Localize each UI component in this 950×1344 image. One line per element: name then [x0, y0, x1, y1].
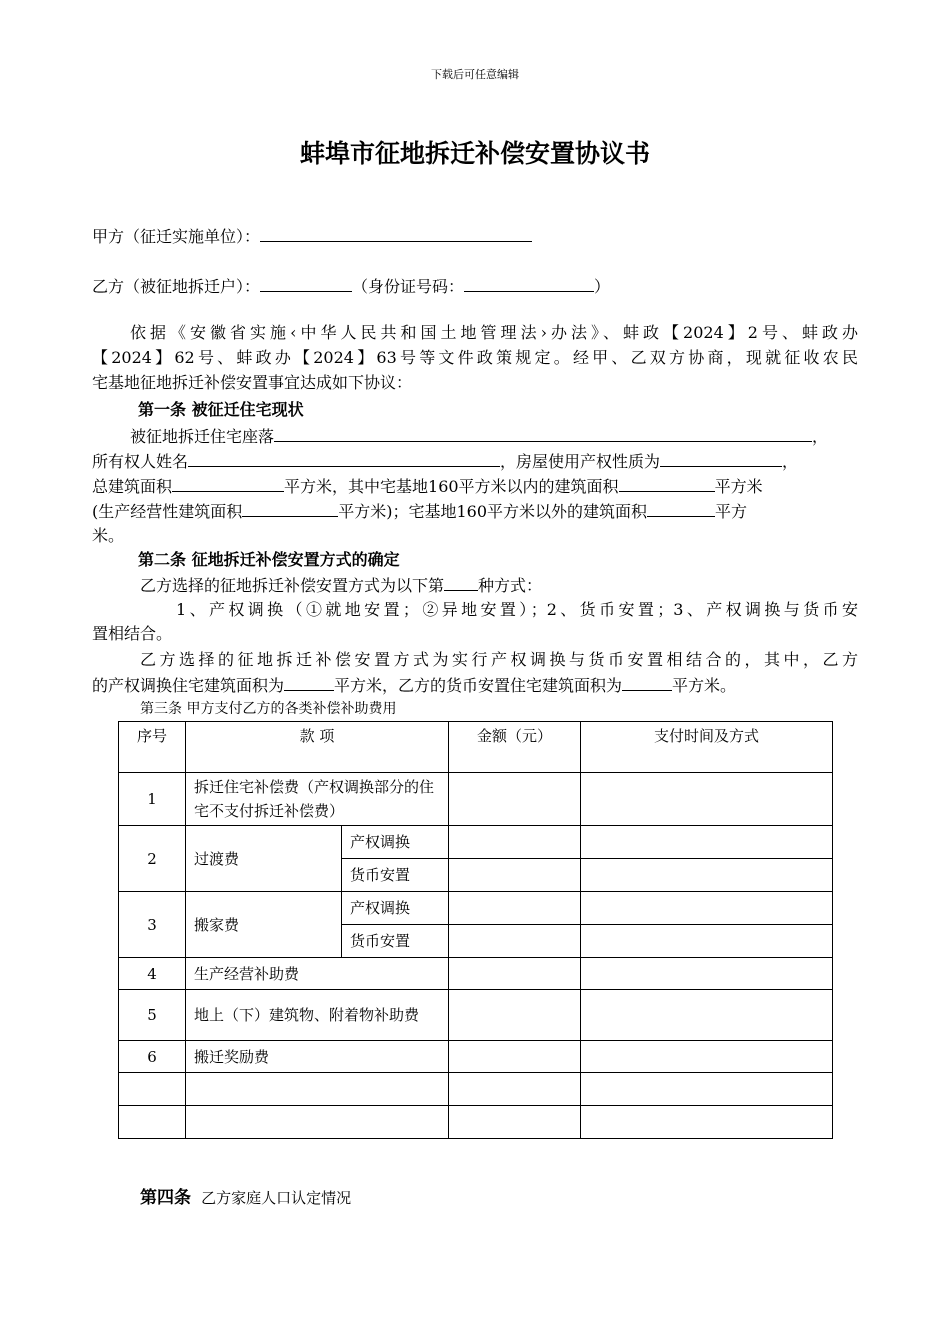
label: 平方米。 [672, 676, 737, 695]
empty-cell[interactable] [581, 1073, 833, 1106]
row-item: 搬家费 [186, 892, 342, 958]
property-nature-field[interactable] [660, 450, 782, 467]
id-field[interactable] [464, 275, 594, 292]
empty-cell[interactable] [581, 1106, 833, 1139]
intro-line: 宅基地征地拆迁补偿安置事宜达成如下协议： [92, 373, 413, 392]
label: 平方米 [714, 477, 763, 496]
empty-cell[interactable] [449, 1073, 581, 1106]
sub-item: 货币安置 [342, 859, 449, 892]
article-4-title [140, 1187, 858, 1209]
combined-line [92, 674, 858, 697]
party-b-label: 乙方（被征地拆迁户）： [92, 277, 261, 296]
method-line [140, 574, 858, 597]
table-row [119, 990, 833, 1041]
header-note: 下载后可任意编辑 [431, 68, 519, 81]
amount-cell[interactable] [449, 892, 581, 925]
punct: ， [782, 452, 799, 471]
payment-cell[interactable] [581, 826, 833, 859]
owner-line [92, 450, 858, 473]
article-2-title: 第二条 征地拆迁补偿安置方式的确定 [138, 550, 400, 569]
location-field[interactable] [274, 425, 812, 442]
business-area-field[interactable] [242, 500, 338, 517]
location-line [130, 425, 858, 448]
row-item: 拆迁住宅补偿费（产权调换部分的住宅不支付拆迁补偿费） [186, 773, 449, 826]
table-row [119, 958, 833, 990]
row-no: 4 [119, 958, 186, 990]
label: 平方 [715, 502, 748, 521]
label: 所有权人姓名 [92, 452, 189, 471]
table-row [119, 1041, 833, 1073]
empty-cell[interactable] [119, 1106, 186, 1139]
cash-area-field[interactable] [622, 674, 672, 691]
party-a-label: 甲方（征迁实施单位）： [92, 227, 261, 246]
intro-line: 【2024】62号、蚌政办【2024】63号等文件政策规定。经甲、乙双方协商，现就征收农民 [92, 348, 858, 367]
intro-line: 依据《安徽省实施‹中华人民共和国土地管理法›办法》、蚌政【2024】2号、蚌政办 [130, 323, 858, 342]
label: 乙方选择的征地拆迁补偿安置方式为以下第 [140, 576, 445, 595]
amount-cell[interactable] [449, 1041, 581, 1073]
party-a-field[interactable] [260, 225, 532, 242]
label: 平方米)；宅基地160平方米以外的建筑面积 [338, 502, 648, 521]
empty-cell[interactable] [119, 1073, 186, 1106]
method-field[interactable] [444, 574, 478, 591]
row-no: 1 [119, 773, 186, 826]
punct: ， [812, 427, 829, 446]
text-line: 置相结合。 [92, 624, 173, 643]
payment-cell[interactable] [581, 925, 833, 958]
compensation-table [118, 721, 833, 1139]
row-no: 2 [119, 826, 186, 892]
text-line: 1、产权调换（①就地安置；②异地安置）；2、货币安置；3、产权调换与货币安 [176, 600, 858, 619]
amount-cell[interactable] [449, 958, 581, 990]
label: 的产权调换住宅建筑面积为 [92, 676, 285, 695]
total-area-field[interactable] [172, 475, 284, 492]
owner-field[interactable] [188, 450, 500, 467]
party-a-line [92, 225, 858, 248]
party-b-field[interactable] [260, 275, 352, 292]
empty-cell[interactable] [186, 1073, 449, 1106]
article-3-title: 第三条 甲方支付乙方的各类补偿补助费用 [140, 701, 397, 717]
area-line [92, 475, 858, 498]
header-item: 款 项 [186, 722, 449, 773]
payment-cell[interactable] [581, 892, 833, 925]
amount-cell[interactable] [449, 859, 581, 892]
payment-cell[interactable] [581, 859, 833, 892]
amount-cell[interactable] [449, 925, 581, 958]
exchange-area-field[interactable] [284, 674, 334, 691]
amount-cell[interactable] [449, 773, 581, 826]
page-title: 蚌埠市征地拆迁补偿安置协议书 [299, 139, 650, 168]
table-row [119, 826, 833, 859]
label: ，房屋使用产权性质为 [500, 452, 661, 471]
inner-area-field[interactable] [619, 475, 715, 492]
label: 第四条 [140, 1188, 191, 1208]
sub-item: 产权调换 [342, 826, 449, 859]
header-no: 序号 [119, 722, 186, 773]
label: 被征地拆迁住宅座落 [130, 427, 275, 446]
amount-cell[interactable] [449, 990, 581, 1041]
payment-cell[interactable] [581, 1041, 833, 1073]
sub-item: 货币安置 [342, 925, 449, 958]
empty-cell[interactable] [186, 1106, 449, 1139]
label: 种方式： [478, 576, 543, 595]
payment-cell[interactable] [581, 958, 833, 990]
label: (生产经营性建筑面积 [92, 502, 243, 521]
row-item: 搬迁奖励费 [186, 1041, 449, 1073]
article-1-title: 第一条 被征迁住宅现状 [138, 400, 304, 419]
row-no: 6 [119, 1041, 186, 1073]
row-item: 生产经营补助费 [186, 958, 449, 990]
table-row [119, 773, 833, 826]
row-no: 3 [119, 892, 186, 958]
party-b-line [92, 275, 858, 298]
amount-cell[interactable] [449, 826, 581, 859]
text-line: 米。 [92, 526, 125, 545]
id-label: （身份证号码： [352, 277, 465, 296]
table-row [119, 1073, 833, 1106]
payment-cell[interactable] [581, 990, 833, 1041]
paren: ） [594, 277, 611, 296]
row-item: 过渡费 [186, 826, 342, 892]
header-payment: 支付时间及方式 [581, 722, 833, 773]
payment-cell[interactable] [581, 773, 833, 826]
label: 平方米，其中宅基地160平方米以内的建筑面积 [284, 477, 619, 496]
row-item: 地上（下）建筑物、附着物补助费 [186, 990, 449, 1041]
area-line-2 [92, 500, 858, 523]
text: 乙方家庭人口认定情况 [201, 1189, 352, 1207]
outer-area-field[interactable] [647, 500, 715, 517]
sub-item: 产权调换 [342, 892, 449, 925]
label: 平方米，乙方的货币安置住宅建筑面积为 [334, 676, 623, 695]
table-row [119, 1106, 833, 1139]
label: 总建筑面积 [92, 477, 173, 496]
empty-cell[interactable] [449, 1106, 581, 1139]
row-no: 5 [119, 990, 186, 1041]
table-row [119, 892, 833, 925]
text-line: 乙方选择的征地拆迁补偿安置方式为实行产权调换与货币安置相结合的，其中，乙方 [140, 650, 858, 669]
header-amount: 金额（元） [449, 722, 581, 773]
